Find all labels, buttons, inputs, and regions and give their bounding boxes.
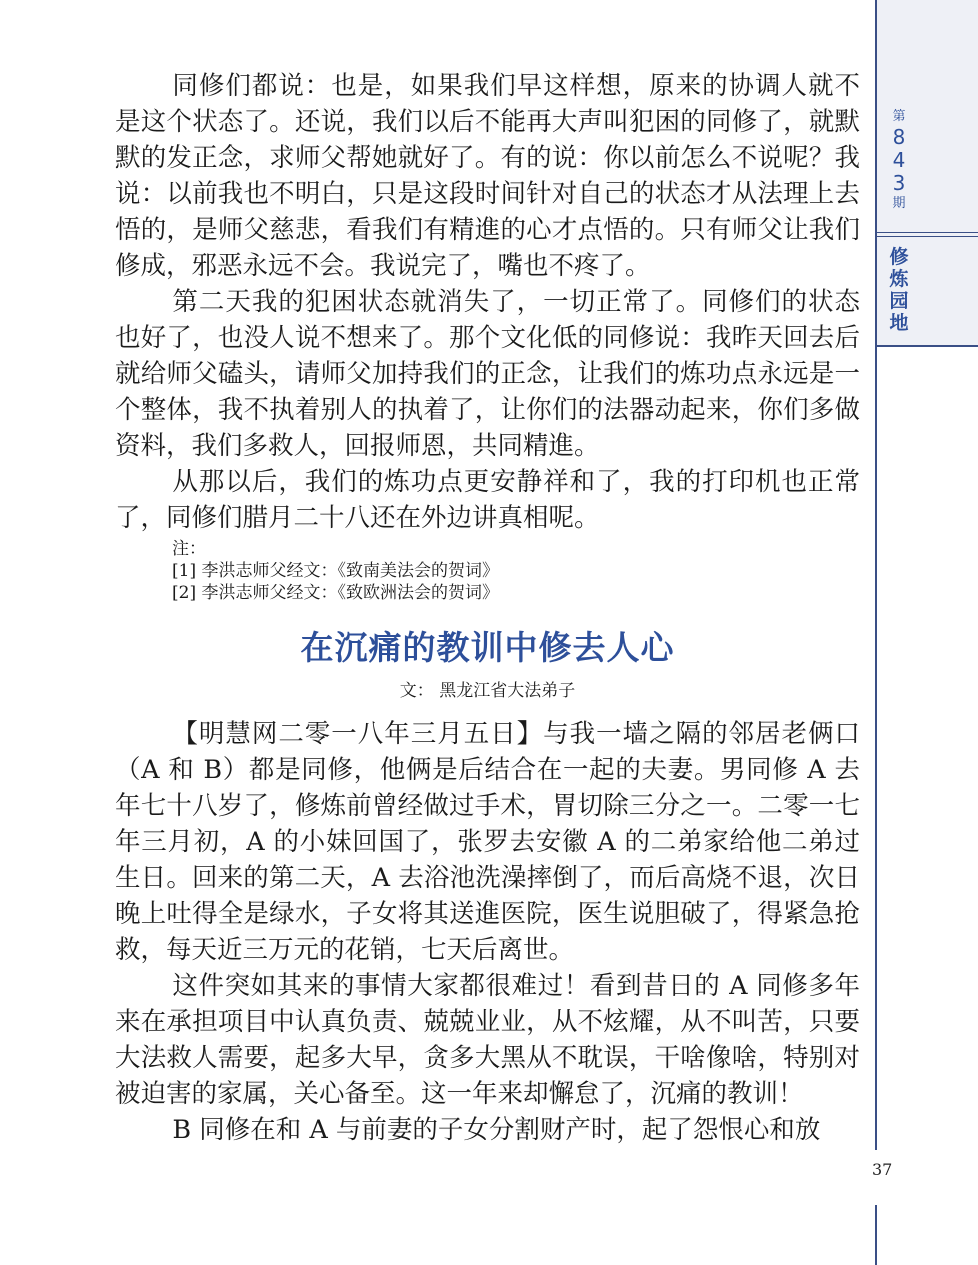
issue-digit: 8 [892, 125, 906, 149]
column-char: 修 [889, 246, 909, 268]
paragraph: 第二天我的犯困状态就消失了，一切正常了。同修们的状态也好了，也没人说不想来了。那个文化低的同修说：我昨天回去后就给师父磕头，请师父加持我们的正念，让我们的炼功点永远是一个整体，我不执着别人的执着了，让你们的法器动起来，你们多做资料，我们多救人，回报师恩，共同精進。 [115, 287, 860, 461]
side-tab [877, 0, 978, 347]
byline: 文： 黑龙江省大法弟子 [399, 681, 576, 701]
paragraph: 从那以后，我们的炼功点更安静祥和了，我的打印机也正常了，同修们腊月二十八还在外边讲真相呢。 [115, 467, 860, 533]
paragraph: 同修们都说：也是，如果我们早这样想，原来的协调人就不是这个状态了。还说，我们以后不能再大声叫犯困的同修了，就默默的发正念，求师父帮她就好了。有的说：你以前怎么不说呢？我说：以前我也不明白，只是这段时间针对自己的状态才从法理上去悟的，是师父慈悲，看我们有精進的心才点悟的。只有师父让我们修成，邪恶永远不会。我说完了，嘴也不疼了。 [115, 71, 860, 281]
notes-label: 注： [172, 539, 206, 559]
side-rule-bottom [875, 1205, 877, 1265]
tab-divider [877, 236, 978, 237]
paragraph: B 同修在和 A 与前妻的子女分割财产时，起了怨恨心和放 [172, 1115, 821, 1145]
article-title: 在沉痛的教训中修去人心 [300, 628, 675, 667]
footnote: [1] 李洪志师父经文：《致南美法会的贺词》 [172, 561, 499, 581]
issue-digit: 3 [892, 171, 906, 195]
issue-suffix: 期 [892, 196, 906, 211]
column-char: 地 [889, 312, 909, 334]
tab-divider [877, 232, 978, 233]
paragraph: 这件突如其来的事情大家都很难过！看到昔日的 A 同修多年来在承担项目中认真负责、兢兢业业，从不炫耀，从不叫苦，只要大法救人需要，起多大早，贪多大黑从不耽误，干啥像啥，特别对被迫害的家属，关心备至。这一年来却懈怠了，沉痛的教训！ [115, 971, 860, 1109]
column-name [885, 246, 913, 334]
footnotes [172, 538, 860, 604]
column-char: 炼 [889, 268, 909, 290]
paragraph: 【明慧网二零一八年三月五日】与我一墙之隔的邻居老俩口（A 和 B）都是同修，他俩是后结合在一起的夫妻。男同修 A 去年七十八岁了，修炼前曾经做过手术，胃切除三分之一。二零一七年三月初，A 的小妹回国了，张罗去安徽 A 的二弟家给他二弟过生日。回来的第二天，A 去浴池洗澡摔倒了，而后高烧不退，次日晚上吐得全是绿水，子女将其送進医院，医生说胆破了，得紧急抢救，每天近三万元的花销，七天后离世。 [115, 719, 860, 965]
issue-number [885, 108, 913, 213]
page-content [115, 68, 860, 1148]
issue-digit: 4 [892, 148, 906, 172]
issue-prefix: 第 [892, 109, 906, 124]
footnote: [2] 李洪志师父经文：《致欧洲法会的贺词》 [172, 583, 499, 603]
column-char: 园 [889, 290, 909, 312]
page-number: 37 [872, 1160, 893, 1179]
